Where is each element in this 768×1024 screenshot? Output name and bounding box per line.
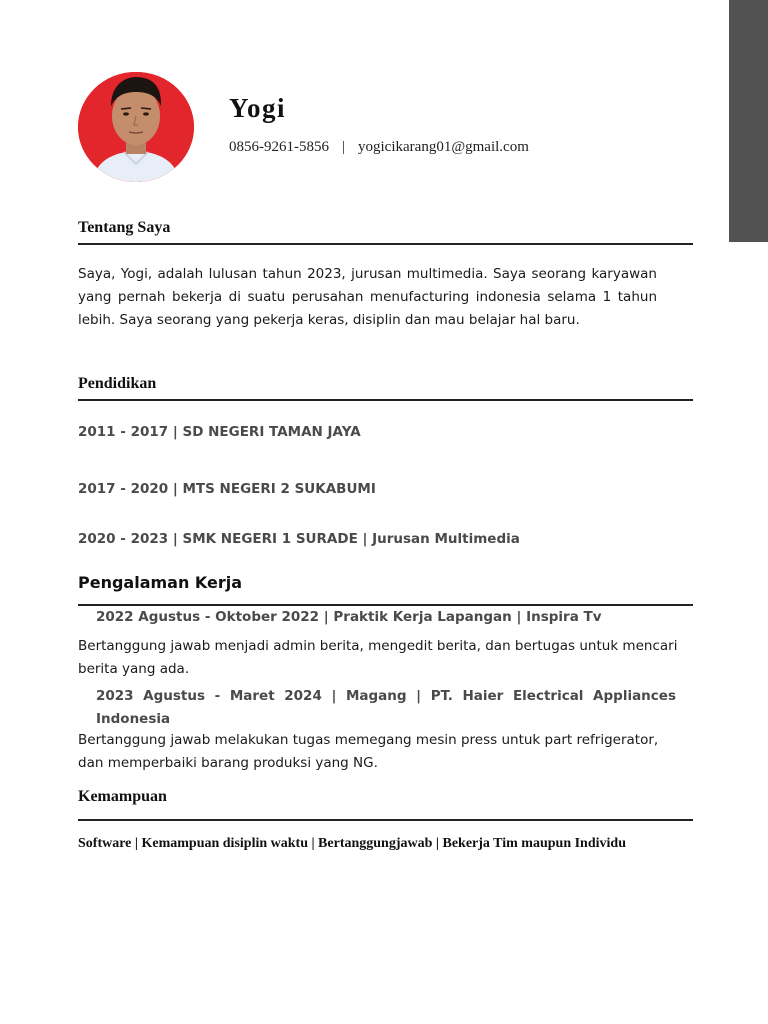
section-title-experience: Pengalaman Kerja xyxy=(78,573,243,592)
about-text: Saya, Yogi, adalah lulusan tahun 2023, jurusan multimedia. Saya seorang karyawan yang pernah bekerja di suatu perusahan menufacturing indonesia selama 1 tahun lebih. Saya seorang yang pekerja keras, disiplin dan mau belajar hal baru. xyxy=(78,266,657,328)
phone-number: 0856-9261-5856 xyxy=(229,139,329,155)
job-heading: 2023 Agustus - Maret 2024 | Magang | PT. Haier Electrical Appliances Indonesia xyxy=(96,688,676,727)
section-divider xyxy=(78,243,693,245)
job-heading: 2022 Agustus - Oktober 2022 | Praktik Kerja Lapangan | Inspira Tv xyxy=(96,609,602,625)
job-description: Bertanggung jawab menjadi admin berita, mengedit berita, dan bertugas untuk mencari berita yang ada. xyxy=(78,638,678,677)
job-description: Bertanggung jawab melakukan tugas memegang mesin press untuk part refrigerator, dan memperbaiki barang produksi yang NG. xyxy=(78,732,659,771)
side-accent-bar xyxy=(729,0,768,242)
contact-line xyxy=(229,139,529,156)
education-item: 2017 - 2020 | MTS NEGERI 2 SUKABUMI xyxy=(78,481,376,497)
section-title-skills: Kemampuan xyxy=(78,788,167,805)
education-item: 2020 - 2023 | SMK NEGERI 1 SURADE | Jurusan Multimedia xyxy=(78,531,520,547)
section-title-about: Tentang Saya xyxy=(78,219,171,236)
education-item: 2011 - 2017 | SD NEGERI TAMAN JAYA xyxy=(78,424,361,440)
profile-name: Yogi xyxy=(229,93,287,123)
profile-photo xyxy=(78,72,194,182)
skills-list: Software | Kemampuan disiplin waktu | Bertanggungjawab | Bekerja Tim maupun Individu xyxy=(78,836,626,851)
section-divider xyxy=(78,399,693,401)
contact-separator: | xyxy=(342,139,346,155)
section-divider xyxy=(78,819,693,821)
email-address: yogicikarang01@gmail.com xyxy=(358,139,529,155)
section-title-education: Pendidikan xyxy=(78,375,157,392)
